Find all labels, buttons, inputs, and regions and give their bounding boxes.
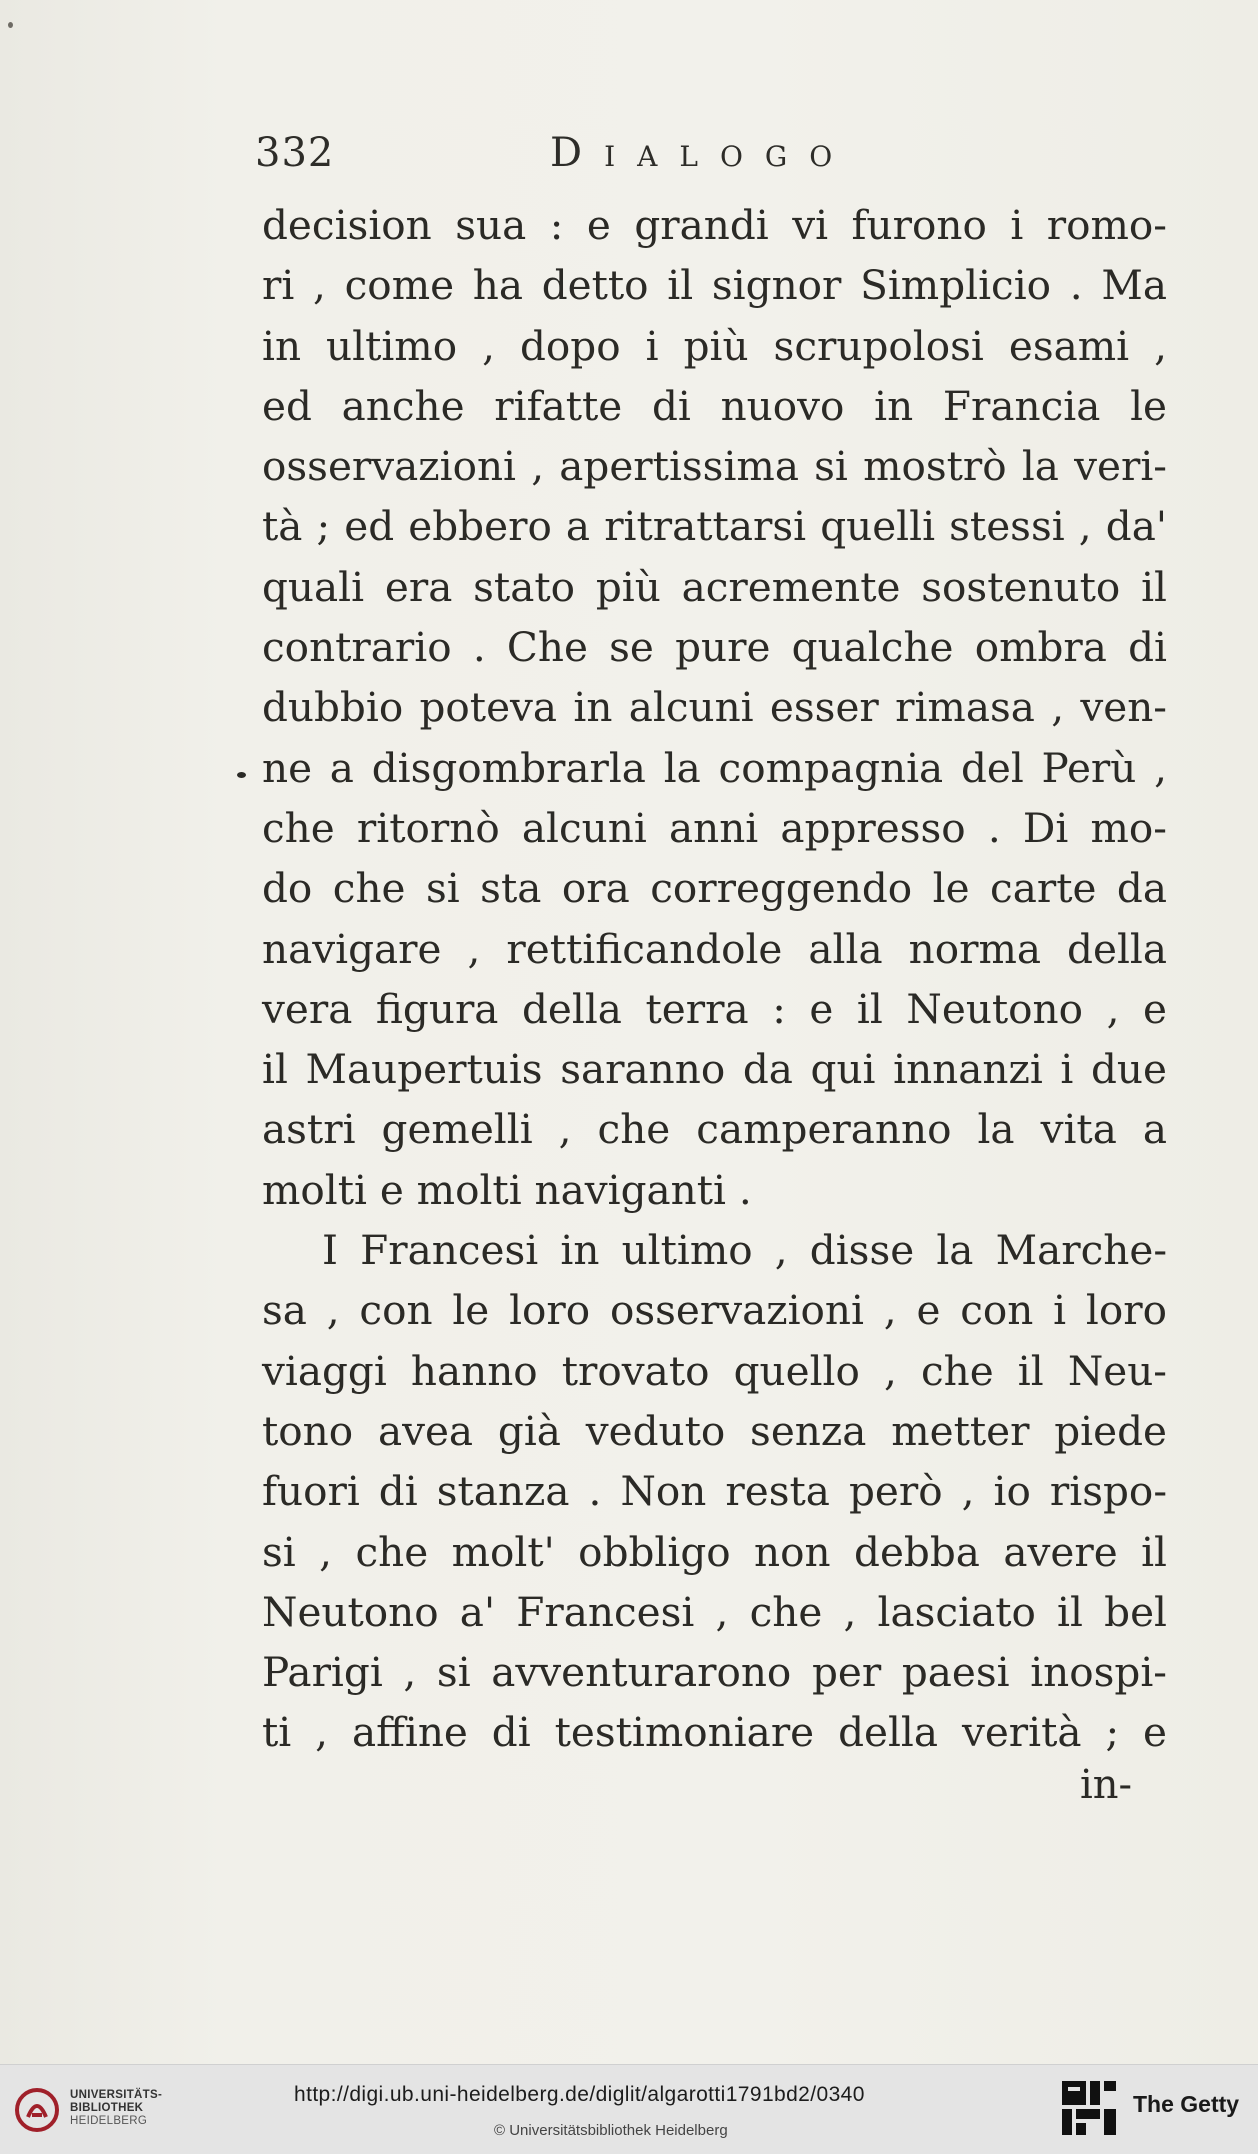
text-line: tà ; ed ebbero a ritrattarsi quelli stessi , da' [262,502,1167,551]
text-line: che ritornò alcuni anni appresso . Di mo- [262,803,1167,852]
viewer-footer [0,2064,1258,2154]
permalink-url[interactable]: http://digi.ub.uni-heidelberg.de/diglit/algarotti1791bd2/0340 [294,2083,865,2106]
text-line: osservazioni , apertissima si mostrò la veri- [262,442,1167,491]
text-line: vera figura della terra : e il Neutono , e [262,984,1167,1033]
page-header [255,130,1175,190]
text-line: fuori di stanza . Non resta però , io rispo- [262,1467,1167,1516]
library-name-line: UNIVERSITÄTS- [70,2089,163,2101]
text-line: in ultimo , dopo i più scrupolosi esami , [262,321,1167,370]
text-line: quali era stato più acremente sostenuto il [262,562,1167,611]
text-line: navigare , rettificandole alla norma della [262,924,1167,973]
text-line: il Maupertuis saranno da qui innanzi i due [262,1045,1167,1094]
text-line: contrario . Che se pure qualche ombra di [262,623,1167,672]
text-line: viaggi hanno trovato quello , che il Neu- [262,1346,1167,1395]
text-line: astri gemelli , che camperanno la vita a [262,1105,1167,1154]
body-text [262,195,1167,1763]
library-name-line: HEIDELBERG [70,2115,148,2127]
text-line-paragraph-start: I Francesi in ultimo , disse la Marche- [322,1226,1167,1275]
running-title: Dialogo [550,130,855,176]
text-line: do che si sta ora correggendo le carte da [262,864,1167,913]
paper-speck [8,22,13,28]
text-line: ri , come ha detto il signor Simplicio . Ma [262,261,1167,310]
text-line: ne a disgombrarla la compagnia del Perù , [262,743,1167,792]
library-name-line: BIBLIOTHEK [70,2102,144,2114]
partner-name: The Getty [1133,2091,1240,2117]
text-line: dubbio poteva in alcuni esser rimasa , ven- [262,683,1167,732]
text-line: sa , con le loro osservazioni , e con i loro [262,1286,1167,1335]
text-line: decision sua : e grandi vi furono i romo- [262,201,1167,249]
text-line: molti e molti naviganti . [262,1165,752,1214]
text-line: Neutono a' Francesi , che , lasciato il bel [262,1587,1167,1636]
text-line: tono avea già veduto senza metter piede [262,1406,1167,1455]
text-line: si , che molt' obbligo non debba avere il [262,1527,1167,1576]
ink-blot [237,772,246,778]
text-line: ti , affine di testimoniare della verità ; e [262,1708,1167,1757]
library-name [70,2089,162,2128]
university-library-logo[interactable] [14,2085,174,2137]
getty-logo-icon[interactable] [1060,2079,1118,2137]
text-line: ed anche rifatte di nuovo in Francia le [262,381,1167,430]
library-seal-icon [14,2087,60,2133]
text-line: Parigi , si avventurarono per paesi inospi- [262,1648,1167,1697]
page-number: 332 [255,130,335,176]
catchword: in- [1080,1762,1133,1808]
copyright-notice: © Universitätsbibliothek Heidelberg [494,2122,728,2139]
